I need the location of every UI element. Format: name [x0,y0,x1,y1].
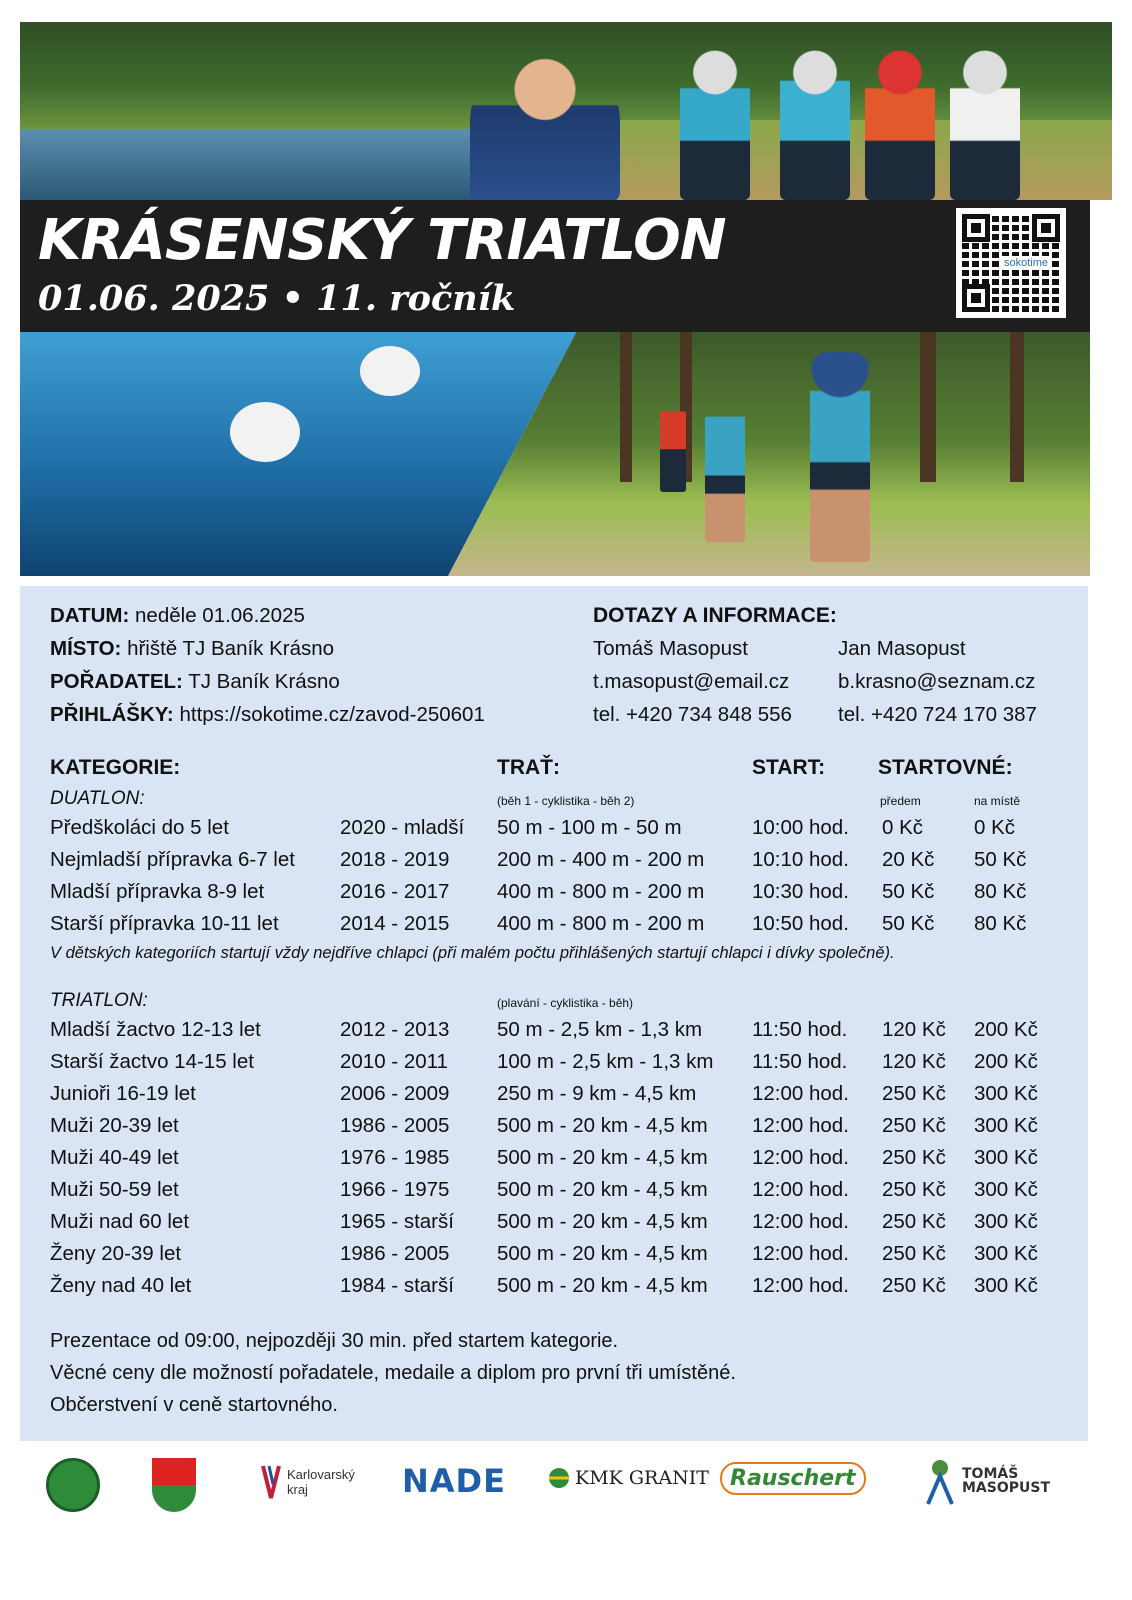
startovne-header: STARTOVNÉ: [878,756,1013,779]
misto-label: MÍSTO: [50,637,122,660]
contact-name: Tomáš Masopust [593,637,748,660]
fee-onsite: 300 Kč [974,1114,1038,1137]
category-years: 2014 - 2015 [340,912,450,935]
category-years: 1966 - 1975 [340,1178,450,1201]
table-row [50,1050,1090,1080]
cyclist-figure [780,50,850,200]
fee-onsite: 200 Kč [974,1018,1038,1041]
registration-link[interactable]: https://sokotime.cz/zavod-250601 [179,703,485,726]
category-years: 2020 - mladší [340,816,465,839]
category-start: 12:00 hod. [752,1114,849,1137]
table-row [50,848,1090,878]
category-course: 500 m - 20 km - 4,5 km [497,1146,708,1169]
category-course: 400 m - 800 m - 200 m [497,880,705,903]
kmk-text: KMK GRANIT [575,1467,709,1489]
table-row [50,912,1090,942]
category-course: 500 m - 20 km - 4,5 km [497,1210,708,1233]
category-years: 2016 - 2017 [340,880,450,903]
category-start: 10:00 hod. [752,816,849,839]
fee-advance: 120 Kč [882,1018,946,1041]
poradatel-line [50,670,340,694]
kmk-granit-logo [547,1466,709,1490]
fee-onsite: 80 Kč [974,912,1027,935]
fee-advance: 0 Kč [882,816,924,839]
category-years: 2012 - 2013 [340,1018,450,1041]
contacts-title: DOTAZY A INFORMACE: [593,604,837,627]
category-start: 10:10 hod. [752,848,849,871]
category-name: Junioři 16-19 let [50,1082,196,1105]
mesto-krasno-logo [152,1458,196,1512]
poradatel-label: POŘADATEL: [50,670,183,693]
swimmer-cap [230,402,300,462]
category-years: 1984 - starší [340,1274,454,1297]
rauschert-logo [720,1462,866,1495]
fee-onsite: 0 Kč [974,816,1016,839]
category-start: 12:00 hod. [752,1242,849,1265]
fee-onsite: 50 Kč [974,848,1027,871]
fee-onsite: 300 Kč [974,1210,1038,1233]
footer-line-refreshments: Občerstvení v ceně startovného. [50,1394,338,1416]
qr-pattern [962,214,1060,312]
footer-line-presentation: Prezentace od 09:00, nejpozději 30 min. před startem kategorie. [50,1330,619,1352]
nade-text: NADE [402,1462,506,1500]
karlovarsky-kraj-logo [258,1464,358,1500]
datum-label: DATUM: [50,604,130,627]
cyclist-figure [865,50,935,200]
category-start: 12:00 hod. [752,1178,849,1201]
category-start: 12:00 hod. [752,1210,849,1233]
tree-trunk [920,332,936,482]
fee-advance: 120 Kč [882,1050,946,1073]
category-years: 1965 - starší [340,1210,454,1233]
category-years: 2010 - 2011 [340,1050,448,1073]
fee-advance: 250 Kč [882,1210,946,1233]
category-name: Muži 20-39 let [50,1114,179,1137]
duatlon-title: DUATLON: [50,788,145,809]
fee-onsite: 300 Kč [974,1274,1038,1297]
table-row [50,816,1090,846]
table-row [50,1146,1090,1176]
category-name: Starší přípravka 10-11 let [50,912,279,935]
fee-onsite: 300 Kč [974,1082,1038,1105]
fee-onsite: 200 Kč [974,1050,1038,1073]
tomas-masopust-logo [918,1456,1051,1506]
hero-photo-cycling [20,22,1112,200]
fee-advance: 250 Kč [882,1242,946,1265]
cyclist-figure [680,50,750,200]
category-course: 50 m - 2,5 km - 1,3 km [497,1018,703,1041]
table-row [50,1178,1090,1208]
misto-line [50,637,334,661]
fee-advance: 250 Kč [882,1146,946,1169]
category-name: Muži 50-59 let [50,1178,179,1201]
runner-figure [660,402,686,492]
category-course: 500 m - 20 km - 4,5 km [497,1274,708,1297]
prihlasky-label: PŘIHLÁŠKY: [50,703,174,726]
tomas-text: TOMÁŠ MASOPUST [962,1466,1051,1496]
contact-phone[interactable]: tel. +420 734 848 556 [593,703,792,726]
table-row [50,880,1090,910]
category-name: Mladší žactvo 12-13 let [50,1018,261,1041]
trat-header: TRAŤ: [497,756,560,779]
contact-email[interactable]: b.krasno@seznam.cz [838,670,1036,693]
category-name: Nejmladší přípravka 6-7 let [50,848,295,871]
category-name: Předškoláci do 5 let [50,816,229,839]
datum-value: neděle 01.06.2025 [135,604,305,627]
karlovarsky-mark-icon [259,1464,283,1500]
sponsor-logos [20,1448,1112,1528]
category-start: 10:50 hod. [752,912,849,935]
category-course: 100 m - 2,5 km - 1,3 km [497,1050,714,1073]
category-start: 11:50 hod. [752,1018,848,1041]
contact-phone[interactable]: tel. +420 724 170 387 [838,703,1037,726]
table-row [50,1018,1090,1048]
category-course: 500 m - 20 km - 4,5 km [497,1114,708,1137]
prihlasky-line [50,703,485,727]
hero-photo-swim-run [20,332,1090,576]
fee-advance: 20 Kč [882,848,935,871]
category-start: 12:00 hod. [752,1082,849,1105]
category-course: 250 m - 9 km - 4,5 km [497,1082,697,1105]
category-name: Muži 40-49 let [50,1146,179,1169]
category-course: 200 m - 400 m - 200 m [497,848,705,871]
table-row [50,1242,1090,1272]
table-row [50,1274,1090,1304]
qr-finder [962,284,990,312]
tree-trunk [1010,332,1024,482]
category-course: 400 m - 800 m - 200 m [497,912,705,935]
swimmer-cap [360,346,420,396]
nade-logo [402,1462,506,1500]
fee-advance: 50 Kč [882,880,935,903]
event-title: KRÁSENSKÝ TRIATLON [38,208,726,273]
predem-label: předem [880,794,921,808]
table-row [50,1114,1090,1144]
triatlon-title: TRIATLON: [50,990,148,1011]
category-course: 50 m - 100 m - 50 m [497,816,682,839]
category-course: 500 m - 20 km - 4,5 km [497,1242,708,1265]
cyclist-figure [950,50,1020,200]
category-start: 10:30 hod. [752,880,849,903]
fee-advance: 50 Kč [882,912,935,935]
rauschert-text: Rauschert [720,1462,866,1495]
tomas-mascot-icon [918,1456,962,1506]
poradatel-value: TJ Baník Krásno [188,670,340,693]
category-start: 12:00 hod. [752,1146,849,1169]
runner-figure [705,402,745,542]
qr-code[interactable] [956,208,1066,318]
coat-of-arms-icon [152,1458,196,1512]
triatlon-trat-note: (plavání - cyklistika - běh) [497,996,634,1010]
title-band [20,200,1090,332]
category-name: Starší žactvo 14-15 let [50,1050,254,1073]
category-years: 2006 - 2009 [340,1082,450,1105]
contact-name: Jan Masopust [838,637,966,660]
karlovarsky-text: Karlovarský kraj [287,1467,355,1497]
category-years: 2018 - 2019 [340,848,450,871]
kategorie-header: KATEGORIE: [50,756,181,779]
start-header: START: [752,756,826,779]
qr-finder [962,214,990,242]
fee-onsite: 300 Kč [974,1146,1038,1169]
club-emblem-icon [46,1458,100,1512]
table-row [50,1082,1090,1112]
runner-figure [470,52,620,200]
category-years: 1986 - 2005 [340,1242,450,1265]
children-start-note: V dětských kategoriích startují vždy nejdříve chlapci (při malém počtu přihlášených startují chlapci i dívky společně). [50,944,895,962]
na-miste-label: na místě [974,794,1021,808]
datum-line [50,604,305,628]
category-name: Ženy nad 40 let [50,1274,192,1297]
fee-onsite: 80 Kč [974,880,1027,903]
fee-advance: 250 Kč [882,1082,946,1105]
fee-advance: 250 Kč [882,1114,946,1137]
misto-value: hřiště TJ Baník Krásno [127,637,335,660]
kmk-globe-icon [547,1466,571,1490]
category-course: 500 m - 20 km - 4,5 km [497,1178,708,1201]
qr-finder [1032,214,1060,242]
category-years: 1986 - 2005 [340,1114,450,1137]
category-start: 12:00 hod. [752,1274,849,1297]
banik-krasno-logo [46,1458,100,1512]
contact-email[interactable]: t.masopust@email.cz [593,670,790,693]
duatlon-trat-note: (běh 1 - cyklistika - běh 2) [497,794,635,808]
fee-onsite: 300 Kč [974,1178,1038,1201]
category-start: 11:50 hod. [752,1050,848,1073]
fee-advance: 250 Kč [882,1178,946,1201]
category-name: Mladší přípravka 8-9 let [50,880,265,903]
runner-figure [810,352,870,562]
fee-advance: 250 Kč [882,1274,946,1297]
fee-onsite: 300 Kč [974,1242,1038,1265]
footer-line-prizes: Věcné ceny dle možností pořadatele, medaile a diplom pro první tři umístěné. [50,1362,736,1384]
category-name: Muži nad 60 let [50,1210,190,1233]
category-name: Ženy 20-39 let [50,1242,182,1265]
qr-label: sokotime [1004,257,1049,269]
category-years: 1976 - 1985 [340,1146,450,1169]
table-row [50,1210,1090,1240]
tree-trunk [620,332,632,482]
event-date-edition: 01.06. 2025 • 11. ročník [38,278,516,319]
